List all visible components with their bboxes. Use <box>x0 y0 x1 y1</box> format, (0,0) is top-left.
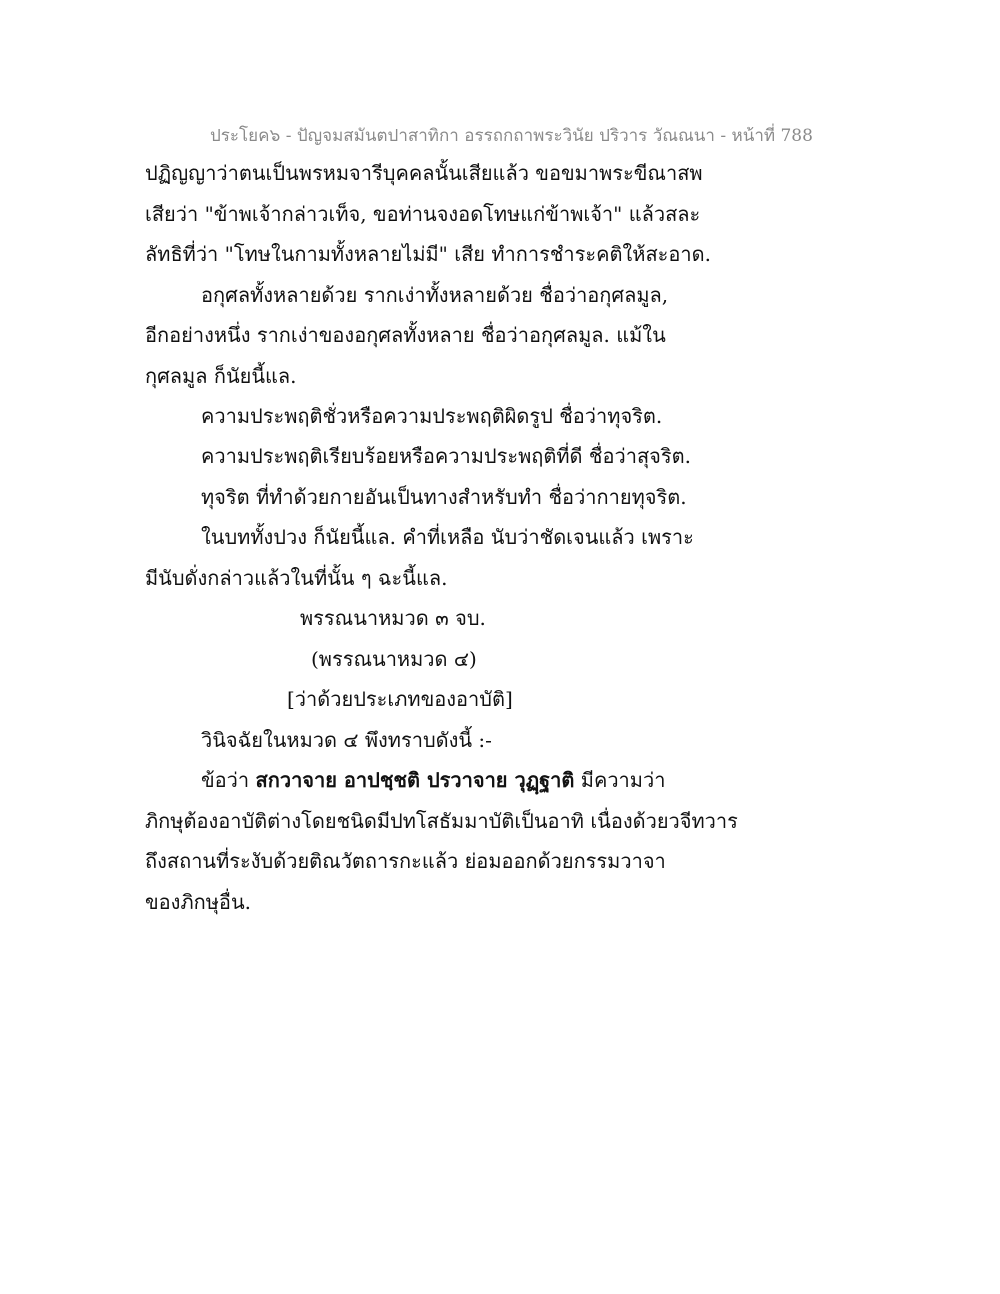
section-end-line: พรรณนาหมวด ๓ จบ. <box>300 606 486 630</box>
paragraph-line: กุศลมูล ก็นัยนี้แล. <box>145 364 297 388</box>
section-subtitle: [ว่าด้วยประเภทของอาบัติ] <box>287 687 513 711</box>
paragraph-line: ความประพฤติชั่วหรือความประพฤติผิดรูป ชื่อว่าทุจริต. <box>201 404 663 428</box>
paragraph-line: ถึงสถานที่ระงับด้วยติณวัตถารกะแล้ว ย่อมออกด้วยกรรมวาจา <box>145 849 666 873</box>
line-suffix: มีความว่า <box>580 768 666 792</box>
line-prefix: ข้อว่า <box>201 768 250 792</box>
paragraph-line: ของภิกษุอื่น. <box>145 890 251 914</box>
paragraph-line: ทุจริต ที่ทำด้วยกายอันเป็นทางสำหรับทำ ชื่อว่ากายทุจริต. <box>201 485 687 509</box>
paragraph-line: ภิกษุต้องอาบัติต่างโดยชนิดมีปทโสธัมมาบัติเป็นอาทิ เนื่องด้วยวจีทวาร <box>145 809 738 833</box>
paragraph-line: อกุศลทั้งหลายด้วย รากเง่าทั้งหลายด้วย ชื่อว่าอกุศลมูล, <box>201 283 669 307</box>
paragraph-line: ความประพฤติเรียบร้อยหรือความประพฤติที่ดี ชื่อว่าสุจริต. <box>201 444 691 468</box>
section-title: (พรรณนาหมวด ๔) <box>311 647 477 671</box>
paragraph-line: เสียว่า "ข้าพเจ้ากล่าวเท็จ, ขอท่านจงอดโทษแก่ข้าพเจ้า" แล้วสละ <box>145 202 701 226</box>
paragraph-line: ในบททั้งปวง ก็นัยนี้แล. คำที่เหลือ นับว่าชัดเจนแล้ว เพราะ <box>201 525 694 549</box>
paragraph-line: อีกอย่างหนึ่ง รากเง่าของอกุศลทั้งหลาย ชื่อว่าอกุศลมูล. แม้ใน <box>145 323 666 347</box>
paragraph-line: มีนับดั่งกล่าวแล้วในที่นั้น ๆ ฉะนี้แล. <box>145 566 448 590</box>
pali-phrase: สกวาจาย อาปชฺชติ ปรวาจาย วุฏฺฐาติ <box>255 768 575 792</box>
paragraph-line <box>201 767 665 793</box>
page-header: ประโยค๖ - ปัญจมสมันตปาสาทิกา อรรถกถาพระวินัย ปริวาร วัณณนา - หน้าที่ 788 <box>210 126 813 146</box>
paragraph-line: วินิจฉัยในหมวด ๔ พึงทราบดังนี้ :- <box>201 728 492 752</box>
paragraph-line: ลัทธิที่ว่า "โทษในกามทั้งหลายไม่มี" เสีย ทำการชำระคติให้สะอาด. <box>145 242 711 266</box>
paragraph-line: ปฏิญญาว่าตนเป็นพรหมจารีบุคคลนั้นเสียแล้ว ขอขมาพระขีณาสพ <box>145 161 703 185</box>
